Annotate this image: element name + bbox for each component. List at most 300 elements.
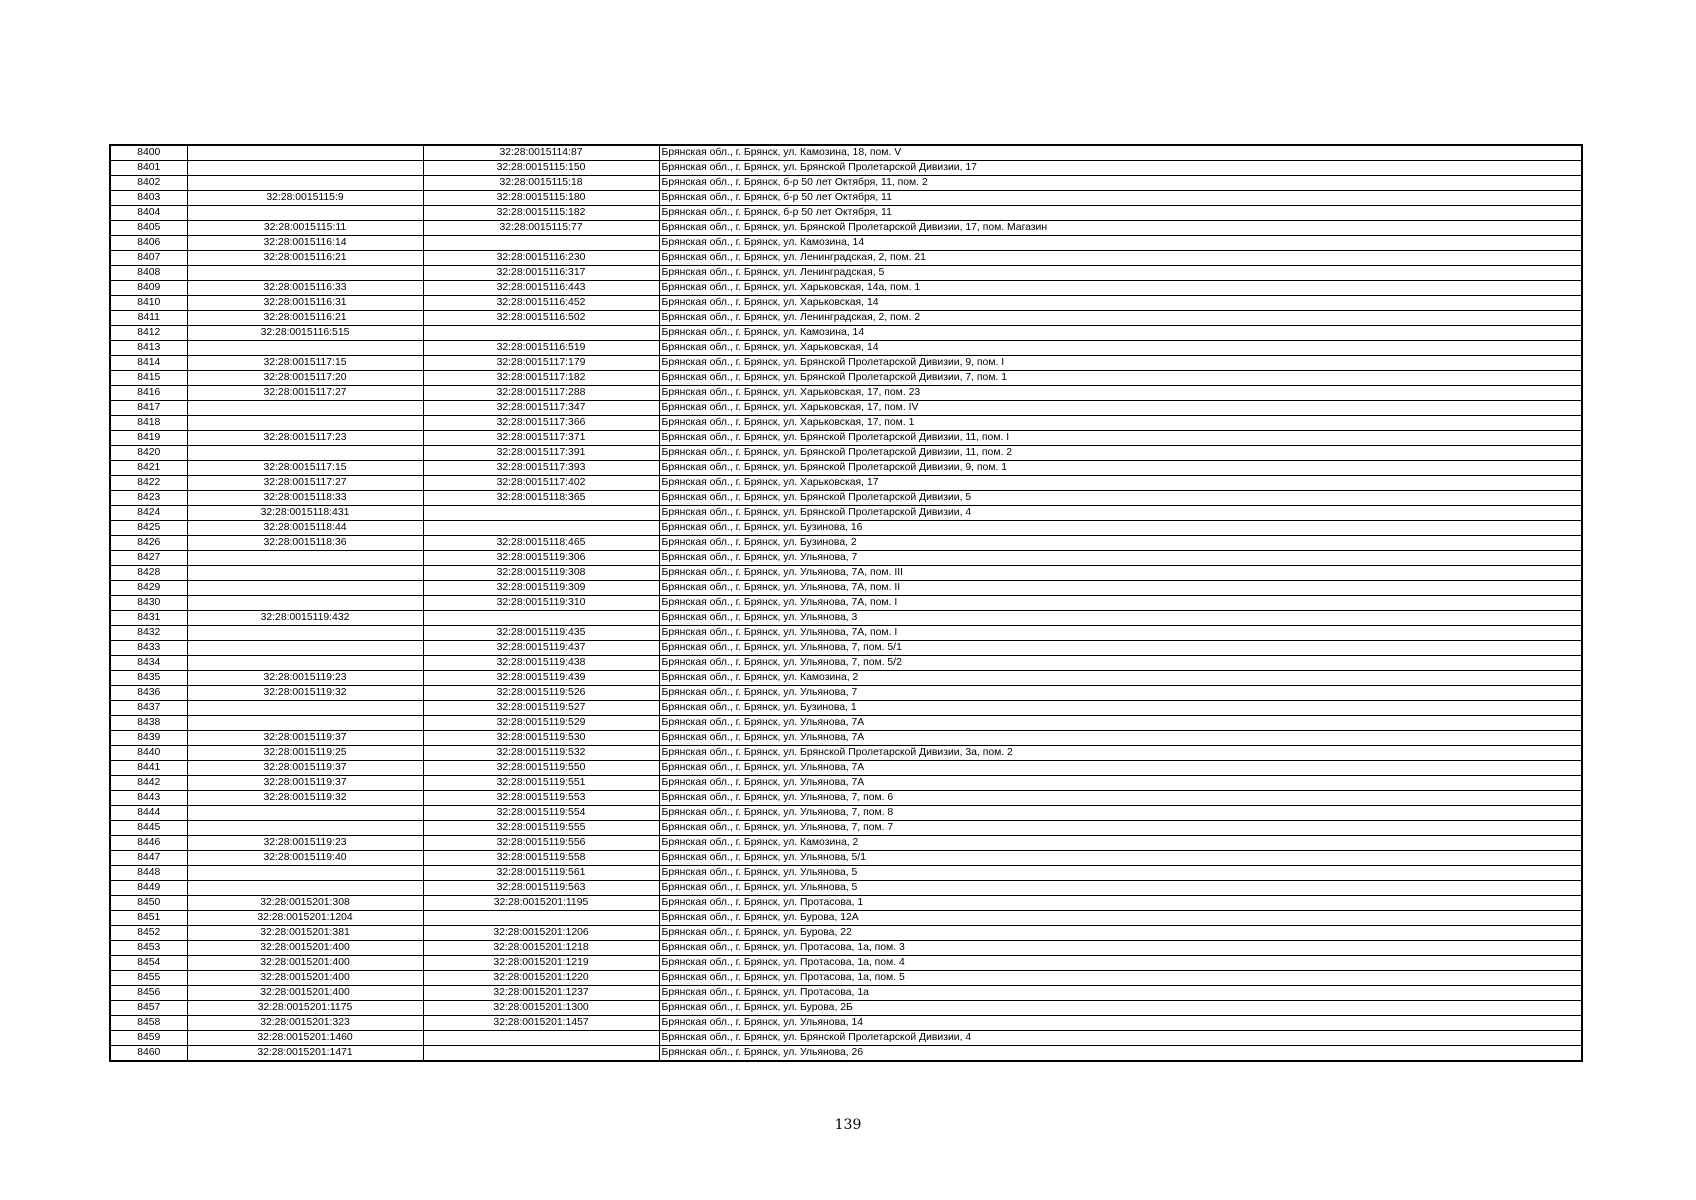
row-number-cell: 8439 xyxy=(110,731,187,746)
row-number-cell: 8454 xyxy=(110,956,187,971)
parcel-number-cell: 32:28:0015118:33 xyxy=(187,491,423,506)
object-number-cell xyxy=(423,911,659,926)
table-row xyxy=(110,1046,1582,1062)
row-number-cell: 8431 xyxy=(110,611,187,626)
parcel-number-cell xyxy=(187,566,423,581)
row-number-cell: 8444 xyxy=(110,806,187,821)
parcel-number-cell: 32:28:0015115:11 xyxy=(187,221,423,236)
address-cell: Брянская обл., г. Брянск, ул. Ульянова, 7А xyxy=(659,716,1582,731)
object-number-cell: 32:28:0015201:1206 xyxy=(423,926,659,941)
address-cell: Брянская обл., г. Брянск, ул. Ульянова, 3 xyxy=(659,611,1582,626)
table-row xyxy=(110,446,1582,461)
table-row xyxy=(110,386,1582,401)
table-row xyxy=(110,461,1582,476)
parcel-number-cell: 32:28:0015201:381 xyxy=(187,926,423,941)
row-number-cell: 8449 xyxy=(110,881,187,896)
table-row xyxy=(110,416,1582,431)
object-number-cell: 32:28:0015119:308 xyxy=(423,566,659,581)
row-number-cell: 8452 xyxy=(110,926,187,941)
row-number-cell: 8453 xyxy=(110,941,187,956)
address-cell: Брянская обл., г. Брянск, ул. Брянской Пролетарской Дивизии, 4 xyxy=(659,1031,1582,1046)
parcel-number-cell: 32:28:0015201:1204 xyxy=(187,911,423,926)
table-row xyxy=(110,941,1582,956)
parcel-number-cell: 32:28:0015119:37 xyxy=(187,731,423,746)
address-cell: Брянская обл., г. Брянск, ул. Ульянова, 7, пом. 5/1 xyxy=(659,641,1582,656)
row-number-cell: 8423 xyxy=(110,491,187,506)
parcel-number-cell: 32:28:0015119:40 xyxy=(187,851,423,866)
object-number-cell: 32:28:0015116:443 xyxy=(423,281,659,296)
row-number-cell: 8460 xyxy=(110,1046,187,1062)
row-number-cell: 8448 xyxy=(110,866,187,881)
table-row xyxy=(110,536,1582,551)
parcel-number-cell: 32:28:0015201:308 xyxy=(187,896,423,911)
parcel-number-cell xyxy=(187,626,423,641)
parcel-number-cell: 32:28:0015116:14 xyxy=(187,236,423,251)
row-number-cell: 8425 xyxy=(110,521,187,536)
row-number-cell: 8405 xyxy=(110,221,187,236)
address-cell: Брянская обл., г. Брянск, ул. Брянской Пролетарской Дивизии, 9, пом. 1 xyxy=(659,461,1582,476)
row-number-cell: 8421 xyxy=(110,461,187,476)
address-cell: Брянская обл., г. Брянск, ул. Ульянова, 7, пом. 8 xyxy=(659,806,1582,821)
table-row xyxy=(110,971,1582,986)
address-cell: Брянская обл., г. Брянск, ул. Брянской Пролетарской Дивизии, 3а, пом. 2 xyxy=(659,746,1582,761)
object-number-cell: 32:28:0015117:182 xyxy=(423,371,659,386)
table-row xyxy=(110,656,1582,671)
address-cell: Брянская обл., г. Брянск, ул. Харьковская, 14 xyxy=(659,296,1582,311)
parcel-number-cell: 32:28:0015116:21 xyxy=(187,251,423,266)
parcel-number-cell xyxy=(187,641,423,656)
object-number-cell xyxy=(423,521,659,536)
address-cell: Брянская обл., г. Брянск, ул. Брянской Пролетарской Дивизии, 17 xyxy=(659,161,1582,176)
row-number-cell: 8451 xyxy=(110,911,187,926)
table-row xyxy=(110,821,1582,836)
table-row xyxy=(110,296,1582,311)
parcel-number-cell: 32:28:0015116:515 xyxy=(187,326,423,341)
table-row xyxy=(110,491,1582,506)
address-cell: Брянская обл., г. Брянск, ул. Ульянова, 5 xyxy=(659,881,1582,896)
row-number-cell: 8437 xyxy=(110,701,187,716)
table-row xyxy=(110,206,1582,221)
table-row xyxy=(110,341,1582,356)
object-number-cell: 32:28:0015116:519 xyxy=(423,341,659,356)
table-row xyxy=(110,791,1582,806)
address-cell: Брянская обл., г. Брянск, ул. Ульянова, 7А, пом. II xyxy=(659,581,1582,596)
row-number-cell: 8455 xyxy=(110,971,187,986)
address-cell: Брянская обл., г. Брянск, ул. Ульянова, 7 xyxy=(659,686,1582,701)
parcel-number-cell: 32:28:0015201:1460 xyxy=(187,1031,423,1046)
parcel-number-cell: 32:28:0015116:31 xyxy=(187,296,423,311)
table-row xyxy=(110,476,1582,491)
row-number-cell: 8415 xyxy=(110,371,187,386)
parcel-number-cell xyxy=(187,161,423,176)
parcel-number-cell xyxy=(187,821,423,836)
object-number-cell: 32:28:0015119:561 xyxy=(423,866,659,881)
table-row xyxy=(110,716,1582,731)
address-cell: Брянская обл., г. Брянск, ул. Брянской Пролетарской Дивизии, 17, пом. Магазин xyxy=(659,221,1582,236)
object-number-cell: 32:28:0015119:437 xyxy=(423,641,659,656)
object-number-cell: 32:28:0015201:1220 xyxy=(423,971,659,986)
address-cell: Брянская обл., г. Брянск, ул. Ленинградская, 5 xyxy=(659,266,1582,281)
table-row xyxy=(110,236,1582,251)
parcel-number-cell: 32:28:0015201:323 xyxy=(187,1016,423,1031)
address-cell: Брянская обл., г. Брянск, ул. Протасова, 1а, пом. 5 xyxy=(659,971,1582,986)
address-cell: Брянская обл., г. Брянск, ул. Ульянова, 7А, пом. III xyxy=(659,566,1582,581)
table-row xyxy=(110,521,1582,536)
address-cell: Брянская обл., г. Брянск, ул. Харьковская, 17, пом. IV xyxy=(659,401,1582,416)
object-number-cell: 32:28:0015119:558 xyxy=(423,851,659,866)
table-row xyxy=(110,761,1582,776)
object-number-cell: 32:28:0015117:347 xyxy=(423,401,659,416)
object-number-cell: 32:28:0015115:150 xyxy=(423,161,659,176)
address-cell: Брянская обл., г. Брянск, ул. Камозина, 14 xyxy=(659,326,1582,341)
object-number-cell: 32:28:0015117:366 xyxy=(423,416,659,431)
object-number-cell: 32:28:0015114:87 xyxy=(423,145,659,161)
address-cell: Брянская обл., г. Брянск, ул. Ульянова, 5 xyxy=(659,866,1582,881)
table-row xyxy=(110,401,1582,416)
row-number-cell: 8424 xyxy=(110,506,187,521)
address-cell: Брянская обл., г. Брянск, ул. Ульянова, 26 xyxy=(659,1046,1582,1062)
address-cell: Брянская обл., г. Брянск, ул. Харьковская, 14а, пом. 1 xyxy=(659,281,1582,296)
object-number-cell: 32:28:0015119:527 xyxy=(423,701,659,716)
object-number-cell: 32:28:0015201:1457 xyxy=(423,1016,659,1031)
object-number-cell: 32:28:0015201:1218 xyxy=(423,941,659,956)
object-number-cell: 32:28:0015117:371 xyxy=(423,431,659,446)
parcel-number-cell: 32:28:0015117:27 xyxy=(187,476,423,491)
address-cell: Брянская обл., г. Брянск, ул. Бурова, 12А xyxy=(659,911,1582,926)
parcel-number-cell: 32:28:0015201:400 xyxy=(187,956,423,971)
object-number-cell: 32:28:0015119:555 xyxy=(423,821,659,836)
table-row xyxy=(110,956,1582,971)
parcel-number-cell: 32:28:0015118:36 xyxy=(187,536,423,551)
object-number-cell: 32:28:0015117:179 xyxy=(423,356,659,371)
row-number-cell: 8422 xyxy=(110,476,187,491)
parcel-number-cell: 32:28:0015201:1175 xyxy=(187,1001,423,1016)
object-number-cell: 32:28:0015117:402 xyxy=(423,476,659,491)
table-row xyxy=(110,326,1582,341)
row-number-cell: 8438 xyxy=(110,716,187,731)
row-number-cell: 8416 xyxy=(110,386,187,401)
object-number-cell: 32:28:0015115:182 xyxy=(423,206,659,221)
parcel-number-cell xyxy=(187,581,423,596)
object-number-cell: 32:28:0015119:556 xyxy=(423,836,659,851)
table-row xyxy=(110,221,1582,236)
parcel-number-cell: 32:28:0015119:25 xyxy=(187,746,423,761)
table-row xyxy=(110,371,1582,386)
row-number-cell: 8413 xyxy=(110,341,187,356)
object-number-cell: 32:28:0015117:288 xyxy=(423,386,659,401)
address-cell: Брянская обл., г. Брянск, б-р 50 лет Октября, 11 xyxy=(659,206,1582,221)
object-number-cell xyxy=(423,506,659,521)
parcel-number-cell: 32:28:0015119:432 xyxy=(187,611,423,626)
parcel-number-cell: 32:28:0015117:15 xyxy=(187,356,423,371)
parcel-number-cell: 32:28:0015116:21 xyxy=(187,311,423,326)
address-cell: Брянская обл., г. Брянск, ул. Ленинградская, 2, пом. 2 xyxy=(659,311,1582,326)
address-cell: Брянская обл., г. Брянск, ул. Протасова, 1а, пом. 4 xyxy=(659,956,1582,971)
object-number-cell: 32:28:0015117:393 xyxy=(423,461,659,476)
parcel-number-cell xyxy=(187,866,423,881)
parcel-number-cell: 32:28:0015119:32 xyxy=(187,791,423,806)
table-row xyxy=(110,686,1582,701)
address-cell: Брянская обл., г. Брянск, ул. Брянской Пролетарской Дивизии, 7, пом. 1 xyxy=(659,371,1582,386)
table-row xyxy=(110,806,1582,821)
registry-table xyxy=(109,144,1583,1062)
table-row xyxy=(110,581,1582,596)
address-cell: Брянская обл., г. Брянск, ул. Ульянова, 7, пом. 6 xyxy=(659,791,1582,806)
parcel-number-cell: 32:28:0015117:20 xyxy=(187,371,423,386)
object-number-cell: 32:28:0015115:180 xyxy=(423,191,659,206)
object-number-cell: 32:28:0015119:550 xyxy=(423,761,659,776)
address-cell: Брянская обл., г. Брянск, ул. Харьковская, 17 xyxy=(659,476,1582,491)
row-number-cell: 8412 xyxy=(110,326,187,341)
table-row xyxy=(110,281,1582,296)
row-number-cell: 8404 xyxy=(110,206,187,221)
row-number-cell: 8400 xyxy=(110,145,187,161)
table-row xyxy=(110,311,1582,326)
table-row xyxy=(110,701,1582,716)
table-row xyxy=(110,851,1582,866)
row-number-cell: 8402 xyxy=(110,176,187,191)
object-number-cell: 32:28:0015201:1300 xyxy=(423,1001,659,1016)
object-number-cell: 32:28:0015201:1195 xyxy=(423,896,659,911)
row-number-cell: 8434 xyxy=(110,656,187,671)
registry-table-body xyxy=(110,145,1582,1061)
parcel-number-cell: 32:28:0015201:400 xyxy=(187,941,423,956)
row-number-cell: 8410 xyxy=(110,296,187,311)
table-row xyxy=(110,1001,1582,1016)
parcel-number-cell: 32:28:0015201:1471 xyxy=(187,1046,423,1062)
object-number-cell: 32:28:0015119:563 xyxy=(423,881,659,896)
address-cell: Брянская обл., г. Брянск, ул. Протасова, 1а, пом. 3 xyxy=(659,941,1582,956)
table-row xyxy=(110,1016,1582,1031)
table-row xyxy=(110,731,1582,746)
object-number-cell xyxy=(423,1031,659,1046)
object-number-cell: 32:28:0015118:465 xyxy=(423,536,659,551)
row-number-cell: 8450 xyxy=(110,896,187,911)
table-row xyxy=(110,1031,1582,1046)
object-number-cell: 32:28:0015119:529 xyxy=(423,716,659,731)
row-number-cell: 8443 xyxy=(110,791,187,806)
parcel-number-cell: 32:28:0015119:23 xyxy=(187,836,423,851)
parcel-number-cell: 32:28:0015116:33 xyxy=(187,281,423,296)
row-number-cell: 8428 xyxy=(110,566,187,581)
address-cell: Брянская обл., г. Брянск, ул. Камозина, 2 xyxy=(659,671,1582,686)
object-number-cell: 32:28:0015119:306 xyxy=(423,551,659,566)
row-number-cell: 8433 xyxy=(110,641,187,656)
object-number-cell xyxy=(423,236,659,251)
row-number-cell: 8446 xyxy=(110,836,187,851)
table-row xyxy=(110,776,1582,791)
row-number-cell: 8435 xyxy=(110,671,187,686)
table-row xyxy=(110,431,1582,446)
row-number-cell: 8419 xyxy=(110,431,187,446)
parcel-number-cell xyxy=(187,551,423,566)
object-number-cell: 32:28:0015201:1237 xyxy=(423,986,659,1001)
parcel-number-cell: 32:28:0015119:32 xyxy=(187,686,423,701)
parcel-number-cell xyxy=(187,716,423,731)
table-row xyxy=(110,161,1582,176)
row-number-cell: 8411 xyxy=(110,311,187,326)
object-number-cell: 32:28:0015115:77 xyxy=(423,221,659,236)
parcel-number-cell xyxy=(187,446,423,461)
address-cell: Брянская обл., г. Брянск, б-р 50 лет Октября, 11, пом. 2 xyxy=(659,176,1582,191)
row-number-cell: 8458 xyxy=(110,1016,187,1031)
address-cell: Брянская обл., г. Брянск, ул. Харьковская, 17, пом. 1 xyxy=(659,416,1582,431)
table-row xyxy=(110,251,1582,266)
object-number-cell: 32:28:0015115:18 xyxy=(423,176,659,191)
parcel-number-cell xyxy=(187,266,423,281)
address-cell: Брянская обл., г. Брянск, ул. Брянской Пролетарской Дивизии, 5 xyxy=(659,491,1582,506)
table-row xyxy=(110,926,1582,941)
table-row xyxy=(110,896,1582,911)
table-row xyxy=(110,506,1582,521)
address-cell: Брянская обл., г. Брянск, ул. Протасова, 1а xyxy=(659,986,1582,1001)
row-number-cell: 8432 xyxy=(110,626,187,641)
row-number-cell: 8441 xyxy=(110,761,187,776)
address-cell: Брянская обл., г. Брянск, ул. Ульянова, 7 xyxy=(659,551,1582,566)
object-number-cell: 32:28:0015116:317 xyxy=(423,266,659,281)
row-number-cell: 8409 xyxy=(110,281,187,296)
parcel-number-cell: 32:28:0015118:44 xyxy=(187,521,423,536)
parcel-number-cell xyxy=(187,176,423,191)
table-row xyxy=(110,986,1582,1001)
row-number-cell: 8420 xyxy=(110,446,187,461)
page-number: 139 xyxy=(834,1117,862,1133)
row-number-cell: 8456 xyxy=(110,986,187,1001)
address-cell: Брянская обл., г. Брянск, ул. Ульянова, 7А xyxy=(659,776,1582,791)
parcel-number-cell xyxy=(187,401,423,416)
parcel-number-cell xyxy=(187,806,423,821)
row-number-cell: 8440 xyxy=(110,746,187,761)
object-number-cell: 32:28:0015116:502 xyxy=(423,311,659,326)
object-number-cell: 32:28:0015117:391 xyxy=(423,446,659,461)
parcel-number-cell: 32:28:0015119:37 xyxy=(187,776,423,791)
address-cell: Брянская обл., г. Брянск, ул. Брянской Пролетарской Дивизии, 9, пом. I xyxy=(659,356,1582,371)
row-number-cell: 8427 xyxy=(110,551,187,566)
object-number-cell: 32:28:0015119:438 xyxy=(423,656,659,671)
table-row xyxy=(110,866,1582,881)
row-number-cell: 8403 xyxy=(110,191,187,206)
object-number-cell: 32:28:0015119:526 xyxy=(423,686,659,701)
table-row xyxy=(110,911,1582,926)
address-cell: Брянская обл., г. Брянск, ул. Ульянова, 7А xyxy=(659,761,1582,776)
row-number-cell: 8445 xyxy=(110,821,187,836)
object-number-cell xyxy=(423,611,659,626)
address-cell: Брянская обл., г. Брянск, ул. Ульянова, 5/1 xyxy=(659,851,1582,866)
object-number-cell: 32:28:0015119:310 xyxy=(423,596,659,611)
object-number-cell: 32:28:0015119:532 xyxy=(423,746,659,761)
table-row xyxy=(110,191,1582,206)
table-row xyxy=(110,566,1582,581)
row-number-cell: 8430 xyxy=(110,596,187,611)
row-number-cell: 8442 xyxy=(110,776,187,791)
parcel-number-cell xyxy=(187,145,423,161)
table-row xyxy=(110,611,1582,626)
parcel-number-cell: 32:28:0015118:431 xyxy=(187,506,423,521)
row-number-cell: 8417 xyxy=(110,401,187,416)
address-cell: Брянская обл., г. Брянск, ул. Ульянова, 7А, пом. I xyxy=(659,596,1582,611)
address-cell: Брянская обл., г. Брянск, ул. Ульянова, 7, пом. 5/2 xyxy=(659,656,1582,671)
parcel-number-cell xyxy=(187,416,423,431)
row-number-cell: 8436 xyxy=(110,686,187,701)
table-row xyxy=(110,176,1582,191)
row-number-cell: 8418 xyxy=(110,416,187,431)
parcel-number-cell: 32:28:0015201:400 xyxy=(187,971,423,986)
row-number-cell: 8414 xyxy=(110,356,187,371)
address-cell: Брянская обл., г. Брянск, ул. Ульянова, 7А xyxy=(659,731,1582,746)
parcel-number-cell: 32:28:0015117:23 xyxy=(187,431,423,446)
address-cell: Брянская обл., г. Брянск, ул. Брянской Пролетарской Дивизии, 4 xyxy=(659,506,1582,521)
address-cell: Брянская обл., г. Брянск, ул. Бурова, 2Б xyxy=(659,1001,1582,1016)
object-number-cell: 32:28:0015119:435 xyxy=(423,626,659,641)
object-number-cell: 32:28:0015119:530 xyxy=(423,731,659,746)
parcel-number-cell: 32:28:0015117:15 xyxy=(187,461,423,476)
object-number-cell: 32:28:0015116:230 xyxy=(423,251,659,266)
row-number-cell: 8457 xyxy=(110,1001,187,1016)
object-number-cell: 32:28:0015201:1219 xyxy=(423,956,659,971)
object-number-cell xyxy=(423,326,659,341)
address-cell: Брянская обл., г. Брянск, ул. Ульянова, 14 xyxy=(659,1016,1582,1031)
table-row xyxy=(110,145,1582,161)
address-cell: Брянская обл., г. Брянск, ул. Бузинова, 1 xyxy=(659,701,1582,716)
row-number-cell: 8408 xyxy=(110,266,187,281)
address-cell: Брянская обл., г. Брянск, б-р 50 лет Октября, 11 xyxy=(659,191,1582,206)
table-row xyxy=(110,746,1582,761)
address-cell: Брянская обл., г. Брянск, ул. Камозина, 2 xyxy=(659,836,1582,851)
parcel-number-cell xyxy=(187,881,423,896)
object-number-cell: 32:28:0015119:553 xyxy=(423,791,659,806)
row-number-cell: 8401 xyxy=(110,161,187,176)
table-row xyxy=(110,551,1582,566)
table-row xyxy=(110,356,1582,371)
row-number-cell: 8407 xyxy=(110,251,187,266)
parcel-number-cell xyxy=(187,701,423,716)
table-row xyxy=(110,836,1582,851)
address-cell: Брянская обл., г. Брянск, ул. Бузинова, 16 xyxy=(659,521,1582,536)
parcel-number-cell: 32:28:0015119:23 xyxy=(187,671,423,686)
object-number-cell: 32:28:0015119:439 xyxy=(423,671,659,686)
row-number-cell: 8426 xyxy=(110,536,187,551)
table-row xyxy=(110,266,1582,281)
address-cell: Брянская обл., г. Брянск, ул. Камозина, 18, пом. V xyxy=(659,145,1582,161)
parcel-number-cell xyxy=(187,341,423,356)
row-number-cell: 8406 xyxy=(110,236,187,251)
parcel-number-cell xyxy=(187,596,423,611)
object-number-cell: 32:28:0015119:551 xyxy=(423,776,659,791)
address-cell: Брянская обл., г. Брянск, ул. Харьковская, 14 xyxy=(659,341,1582,356)
address-cell: Брянская обл., г. Брянск, ул. Бузинова, 2 xyxy=(659,536,1582,551)
row-number-cell: 8459 xyxy=(110,1031,187,1046)
table-row xyxy=(110,641,1582,656)
object-number-cell: 32:28:0015119:309 xyxy=(423,581,659,596)
row-number-cell: 8429 xyxy=(110,581,187,596)
object-number-cell: 32:28:0015118:365 xyxy=(423,491,659,506)
parcel-number-cell xyxy=(187,206,423,221)
address-cell: Брянская обл., г. Брянск, ул. Ленинградская, 2, пом. 21 xyxy=(659,251,1582,266)
parcel-number-cell xyxy=(187,656,423,671)
address-cell: Брянская обл., г. Брянск, ул. Бурова, 22 xyxy=(659,926,1582,941)
table-row xyxy=(110,671,1582,686)
address-cell: Брянская обл., г. Брянск, ул. Брянской Пролетарской Дивизии, 11, пом. I xyxy=(659,431,1582,446)
address-cell: Брянская обл., г. Брянск, ул. Камозина, 14 xyxy=(659,236,1582,251)
object-number-cell: 32:28:0015116:452 xyxy=(423,296,659,311)
address-cell: Брянская обл., г. Брянск, ул. Ульянова, 7А, пом. I xyxy=(659,626,1582,641)
table-row xyxy=(110,596,1582,611)
object-number-cell: 32:28:0015119:554 xyxy=(423,806,659,821)
address-cell: Брянская обл., г. Брянск, ул. Харьковская, 17, пом. 23 xyxy=(659,386,1582,401)
parcel-number-cell: 32:28:0015119:37 xyxy=(187,761,423,776)
parcel-number-cell: 32:28:0015115:9 xyxy=(187,191,423,206)
table-row xyxy=(110,626,1582,641)
